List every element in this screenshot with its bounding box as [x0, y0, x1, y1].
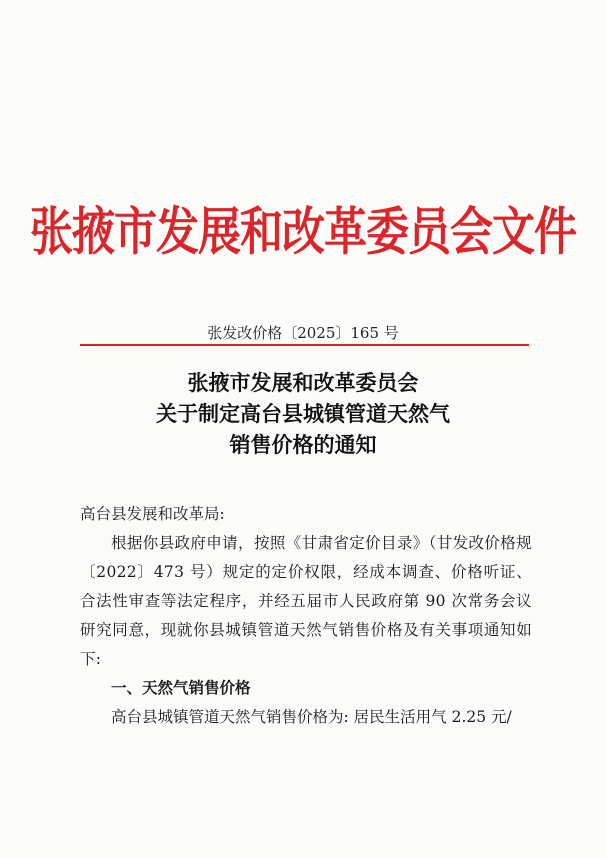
addressee: 高台县发展和改革局: — [80, 505, 225, 523]
issuing-authority-header: 张掖市发展和改革委员会文件 — [30, 202, 576, 263]
body-paragraph-2: 高台县城镇管道天然气销售价格为: 居民生活用气 2.25 元/ — [111, 708, 512, 726]
notice-title-line-1: 张掖市发展和改革委员会 — [187, 371, 419, 395]
document-number: 张发改价格〔2025〕165 号 — [207, 324, 399, 342]
notice-title — [0, 368, 606, 461]
notice-title-line-2: 关于制定高台县城镇管道天然气 — [156, 402, 450, 426]
section-heading-1: 一、天然气销售价格 — [111, 679, 251, 697]
body-paragraph-1: 根据你县政府申请，按照《甘肃省定价目录》（甘发改价格规〔2022〕473 号）规定的定价权限，经成本调查、价格听证、合法性审查等法定程序，并经五届市人民政府第 90 次常务会议研究同意，现就你县城镇管道天然气销售价格及有关事项通知如下: — [80, 534, 532, 668]
notice-body — [80, 500, 532, 732]
notice-title-line-3: 销售价格的通知 — [229, 433, 377, 457]
red-divider-line — [80, 344, 529, 346]
